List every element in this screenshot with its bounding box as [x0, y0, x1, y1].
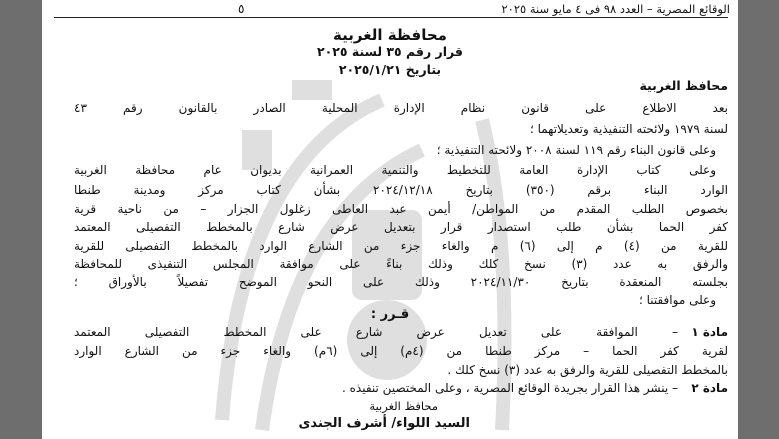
- article-1-label: مادة ١: [691, 325, 728, 339]
- page-number: ٥: [238, 2, 245, 16]
- issuing-authority: محافظ الغربية: [639, 78, 728, 93]
- article-1-line: – الموافقة على تعديل عرض شارع على المخطط التفصيلى المعتمد: [74, 325, 678, 339]
- body-line: الوارد البناء برقم (٣٥٠) بتاريخ ٢٠٢٤/١٢/١٨ بشأن كتاب مركز ومدينة طنطا: [74, 183, 728, 197]
- body-line: للقرية من (٤) م إلى (٦) م والغاء جزء من الشارع الوارد بالمخطط التفصيلى للقرية: [74, 239, 729, 253]
- body-line: بجلسته المنعقدة بتاريخ ٢٠٢٤/١١/٣٠ وذلك على النحو الموضح تفصيلاً بالأوراق ؛: [74, 275, 728, 289]
- article-2-text: – ينشر هذا القرار بجريدة الوقائع المصرية ، وعلى المختصين تنفيذه .: [342, 381, 678, 395]
- signature-title: محافظ الغربية: [369, 399, 438, 413]
- decided-heading: قـرر :: [370, 307, 410, 322]
- page-header: الوقائع المصرية – العدد ٩٨ فى ٤ مايو سنة ٢٠٢٥: [501, 2, 730, 16]
- body-line: كفر الحما بشأن طلب استصدار قرار بتعديل عرض شارع بالمخطط التفصيلى المعتمد: [74, 220, 728, 234]
- body-line: لسنة ١٩٧٩ ولائحته التنفيذية وتعديلاتهما ؛: [529, 122, 728, 136]
- body-line: وعلى قانون البناء رقم ١١٩ لسنة ٢٠٠٨ ولائحته التنفيذية ؛: [436, 143, 716, 157]
- body-line: بخصوص الطلب المقدم من المواطن/ أيمن عبد العاطى زغلول الجزار – من ناحية قرية: [74, 202, 728, 216]
- body-line: والرفق به عدد (٣) نسخ كلك وذلك بناءً على موافقة المجلس التنفيذى للمحافظة: [74, 257, 728, 271]
- body-line: بعد الاطلاع على قانون نظام الإدارة المحلية الصادر بالقانون رقم ٤٣: [74, 101, 728, 115]
- body-line: وعلى موافقتنا ؛: [638, 293, 716, 307]
- article-1-line: بالمخطط التفصيلى للقرية والرفق به عدد (٣) نسخ كلك .: [447, 363, 728, 377]
- document-page: [42, 0, 738, 439]
- decree-date: بتاريخ ٢٠٢٥/١/٢١: [338, 62, 442, 77]
- governorate-title: محافظة الغربية: [333, 26, 447, 44]
- article-1-line: لقرية كفر الحما – مركز طنطا من (٤م) إلى (٦م) والغاء جزء من الشارع الوارد: [74, 344, 728, 358]
- decree-number: قرار رقم ٣٥ لسنة ٢٠٢٥: [317, 44, 463, 59]
- header-divider: [54, 17, 728, 18]
- body-line: وعلى كتاب الإدارة العامة للتخطيط والتنمية العمرانية بديوان عام محافظة الغربية: [74, 163, 716, 177]
- article-2-label: مادة ٢: [691, 381, 728, 395]
- signature-name: السيد اللواء/ أشرف الجندى: [298, 416, 470, 431]
